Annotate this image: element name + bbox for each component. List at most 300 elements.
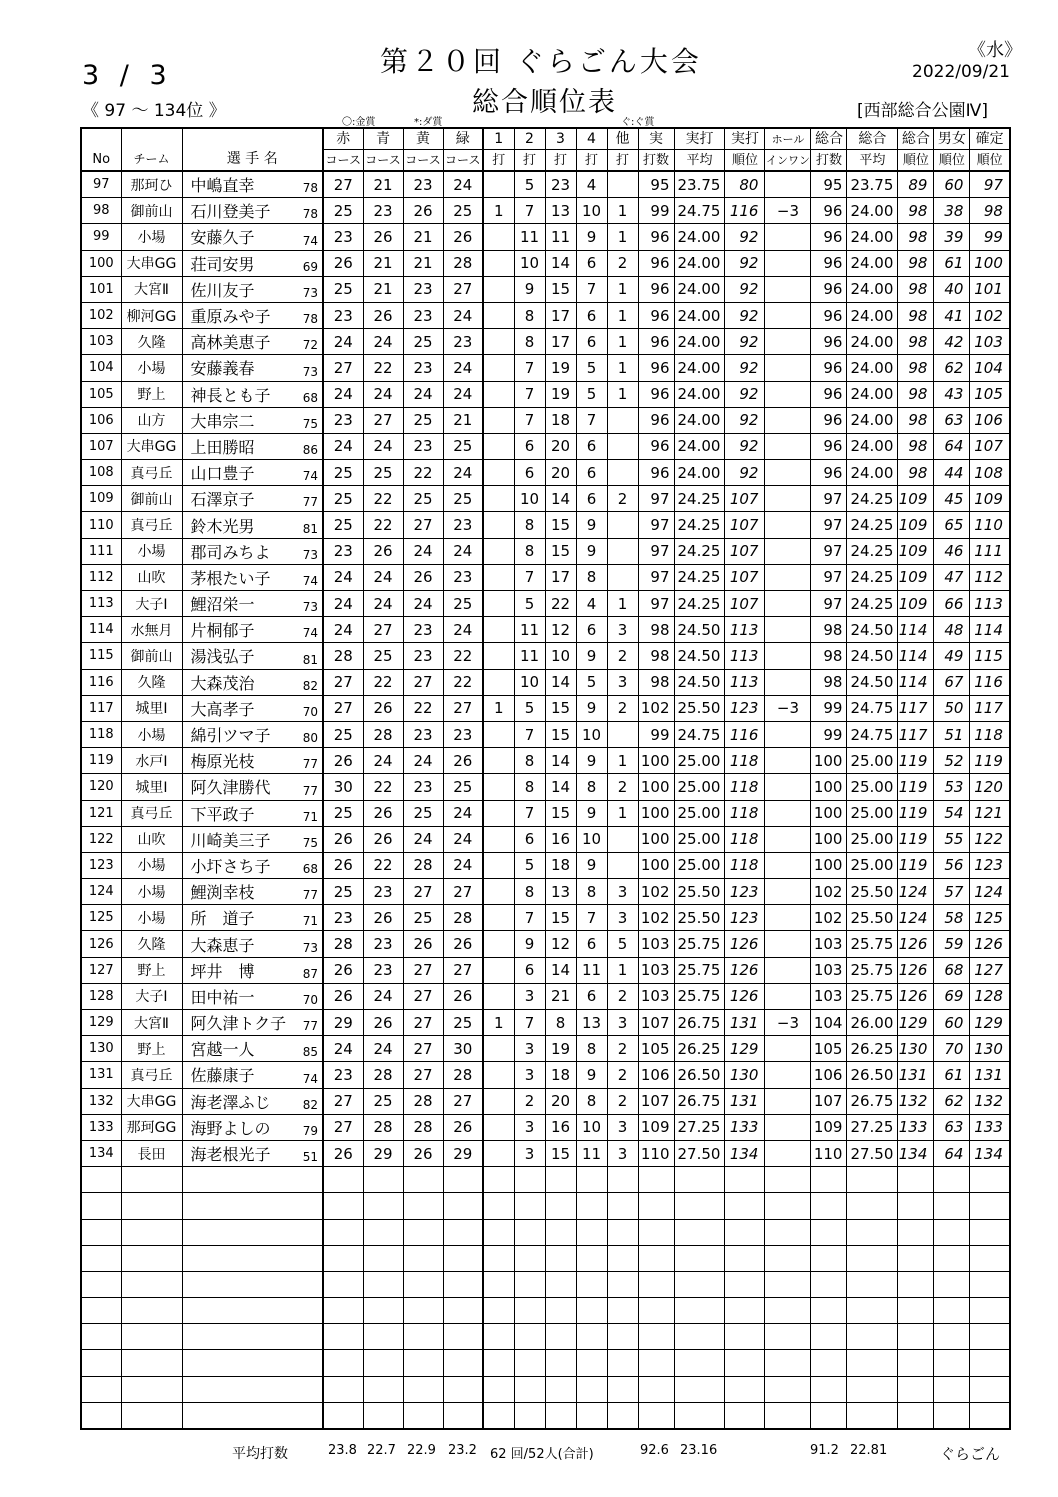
col-no: No xyxy=(81,150,121,172)
cell-hole-in-one xyxy=(765,407,811,433)
cell-other: 1 xyxy=(607,355,638,381)
table-row xyxy=(81,905,1010,931)
cell-h1 xyxy=(483,276,514,302)
cell-actual-rank: 123 xyxy=(725,695,765,721)
cell-actual-rank: 92 xyxy=(725,460,765,486)
cell-actual-rank: 133 xyxy=(725,1114,765,1140)
cell-final-rank xyxy=(970,1376,1010,1402)
cell-hole-in-one: −3 xyxy=(765,1010,811,1036)
cell-green xyxy=(443,1324,483,1350)
cell-green: 24 xyxy=(443,171,483,198)
cell-hole-in-one xyxy=(765,669,811,695)
cell-h3 xyxy=(545,1219,576,1245)
cell-rank-no xyxy=(81,1245,121,1271)
cell-team: 小場 xyxy=(121,538,182,564)
cell-h1 xyxy=(483,1376,514,1402)
cell-total-rank: 117 xyxy=(898,695,934,721)
cell-hole-in-one xyxy=(765,564,811,590)
table-row xyxy=(81,171,1010,198)
cell-red: 26 xyxy=(323,852,363,878)
cell-h4: 7 xyxy=(576,407,607,433)
cell-h3: 20 xyxy=(545,433,576,459)
cell-blue: 24 xyxy=(363,329,403,355)
cell-total-strokes: 99 xyxy=(811,721,847,747)
cell-final-rank xyxy=(970,1219,1010,1245)
cell-gender-rank: 50 xyxy=(934,695,970,721)
cell-total-rank xyxy=(898,1193,934,1219)
cell-rank-no: 105 xyxy=(81,381,121,407)
cell-h4: 9 xyxy=(576,538,607,564)
cell-green: 23 xyxy=(443,512,483,538)
cell-rank-no: 117 xyxy=(81,695,121,721)
cell-yellow xyxy=(403,1167,443,1193)
cell-total-rank: 109 xyxy=(898,538,934,564)
player-age: 78 xyxy=(302,207,318,222)
cell-h2: 2 xyxy=(514,1088,545,1114)
cell-actual-strokes: 110 xyxy=(638,1140,674,1166)
cell-team: 大子Ⅰ xyxy=(121,591,182,617)
cell-yellow: 28 xyxy=(403,852,443,878)
cell-final-rank: 117 xyxy=(970,695,1010,721)
cell-total-avg: 24.00 xyxy=(847,250,898,276)
cell-other xyxy=(607,826,638,852)
cell-h1 xyxy=(483,957,514,983)
cell-red: 23 xyxy=(323,407,363,433)
cell-green: 28 xyxy=(443,250,483,276)
cell-total-strokes: 98 xyxy=(811,643,847,669)
cell-h3: 18 xyxy=(545,1062,576,1088)
cell-rank-no: 107 xyxy=(81,433,121,459)
cell-total-avg: 25.00 xyxy=(847,800,898,826)
cell-total-avg xyxy=(847,1402,898,1429)
col-4: 4 xyxy=(576,128,607,150)
cell-h3: 14 xyxy=(545,669,576,695)
cell-actual-strokes: 96 xyxy=(638,381,674,407)
footer-avg-green: 23.2 xyxy=(448,1443,477,1458)
cell-h3: 14 xyxy=(545,748,576,774)
cell-total-rank: 126 xyxy=(898,931,934,957)
cell-actual-rank xyxy=(725,1193,765,1219)
cell-total-avg: 25.50 xyxy=(847,905,898,931)
cell-final-rank xyxy=(970,1324,1010,1350)
cell-total-avg: 24.25 xyxy=(847,538,898,564)
cell-green: 25 xyxy=(443,1010,483,1036)
cell-green: 24 xyxy=(443,302,483,328)
col-course: コース xyxy=(403,150,443,172)
cell-green: 27 xyxy=(443,1088,483,1114)
cell-hole-in-one xyxy=(765,1193,811,1219)
cell-blue: 21 xyxy=(363,250,403,276)
cell-rank-no: 130 xyxy=(81,1036,121,1062)
page-title: 第２０回 ぐらごん大会 xyxy=(380,45,702,78)
col-total-3: 総合 xyxy=(898,128,934,150)
cell-h2: 7 xyxy=(514,721,545,747)
cell-yellow: 27 xyxy=(403,879,443,905)
cell-team: 那珂ひ xyxy=(121,171,182,198)
cell-final-rank xyxy=(970,1193,1010,1219)
cell-gender-rank: 68 xyxy=(934,957,970,983)
table-row xyxy=(81,774,1010,800)
player-age: 81 xyxy=(302,652,318,667)
cell-green: 26 xyxy=(443,931,483,957)
footer-avg-red: 23.8 xyxy=(328,1443,357,1458)
cell-green: 21 xyxy=(443,407,483,433)
cell-actual-avg: 25.00 xyxy=(674,826,725,852)
cell-red: 27 xyxy=(323,695,363,721)
player-age: 78 xyxy=(302,312,318,327)
cell-h2: 8 xyxy=(514,774,545,800)
cell-total-strokes: 97 xyxy=(811,512,847,538)
cell-hole-in-one xyxy=(765,643,811,669)
cell-blue: 24 xyxy=(363,591,403,617)
ranking-table xyxy=(80,127,1011,1430)
cell-h2: 7 xyxy=(514,1010,545,1036)
col-team: チーム xyxy=(121,150,182,172)
cell-total-rank xyxy=(898,1271,934,1297)
cell-actual-strokes xyxy=(638,1402,674,1429)
cell-actual-avg: 25.00 xyxy=(674,774,725,800)
cell-actual-avg: 24.25 xyxy=(674,538,725,564)
cell-final-rank: 106 xyxy=(970,407,1010,433)
cell-rank-no: 115 xyxy=(81,643,121,669)
cell-h3: 19 xyxy=(545,381,576,407)
cell-player-name xyxy=(182,695,323,721)
cell-yellow: 23 xyxy=(403,433,443,459)
cell-h3: 15 xyxy=(545,800,576,826)
cell-rank-no: 129 xyxy=(81,1010,121,1036)
cell-hole-in-one xyxy=(765,381,811,407)
cell-h3: 13 xyxy=(545,879,576,905)
cell-h3: 14 xyxy=(545,957,576,983)
cell-gender-rank: 63 xyxy=(934,1114,970,1140)
cell-yellow: 22 xyxy=(403,695,443,721)
cell-actual-strokes: 98 xyxy=(638,643,674,669)
cell-total-avg: 25.00 xyxy=(847,774,898,800)
col-course: コース xyxy=(363,150,403,172)
cell-blue xyxy=(363,1219,403,1245)
cell-yellow: 23 xyxy=(403,276,443,302)
cell-actual-strokes xyxy=(638,1219,674,1245)
cell-h2: 9 xyxy=(514,276,545,302)
cell-player-name xyxy=(182,512,323,538)
cell-actual-rank: 92 xyxy=(725,433,765,459)
cell-team: 大串GG xyxy=(121,250,182,276)
cell-h2: 8 xyxy=(514,538,545,564)
cell-gender-rank: 62 xyxy=(934,355,970,381)
cell-total-avg: 27.25 xyxy=(847,1114,898,1140)
cell-total-strokes: 98 xyxy=(811,617,847,643)
cell-other: 2 xyxy=(607,250,638,276)
table-body xyxy=(81,171,1010,1429)
cell-h4: 6 xyxy=(576,486,607,512)
cell-h2: 5 xyxy=(514,171,545,198)
cell-blue: 28 xyxy=(363,1062,403,1088)
cell-gender-rank: 45 xyxy=(934,486,970,512)
cell-red: 25 xyxy=(323,486,363,512)
cell-hole-in-one xyxy=(765,512,811,538)
cell-hole-in-one xyxy=(765,276,811,302)
cell-actual-avg: 24.00 xyxy=(674,329,725,355)
cell-team: 久隆 xyxy=(121,931,182,957)
cell-blue: 22 xyxy=(363,486,403,512)
cell-red: 24 xyxy=(323,1036,363,1062)
cell-blue: 22 xyxy=(363,852,403,878)
cell-h3: 15 xyxy=(545,695,576,721)
cell-red: 26 xyxy=(323,250,363,276)
cell-total-avg: 24.00 xyxy=(847,276,898,302)
cell-actual-strokes xyxy=(638,1376,674,1402)
cell-total-strokes: 96 xyxy=(811,460,847,486)
cell-h4: 9 xyxy=(576,643,607,669)
cell-h3: 14 xyxy=(545,486,576,512)
cell-total-avg: 25.75 xyxy=(847,957,898,983)
cell-hole-in-one xyxy=(765,224,811,250)
cell-total-strokes: 109 xyxy=(811,1114,847,1140)
cell-actual-avg: 25.75 xyxy=(674,983,725,1009)
cell-h3: 17 xyxy=(545,564,576,590)
cell-actual-rank: 134 xyxy=(725,1140,765,1166)
cell-final-rank: 101 xyxy=(970,276,1010,302)
cell-rank-no: 131 xyxy=(81,1062,121,1088)
cell-h1 xyxy=(483,1062,514,1088)
cell-actual-rank: 131 xyxy=(725,1088,765,1114)
cell-rank-no xyxy=(81,1350,121,1376)
cell-actual-avg: 24.25 xyxy=(674,486,725,512)
cell-hole-in-one xyxy=(765,591,811,617)
cell-team: 大串GG xyxy=(121,1088,182,1114)
cell-actual-rank: 92 xyxy=(725,276,765,302)
cell-yellow: 23 xyxy=(403,774,443,800)
cell-yellow: 21 xyxy=(403,250,443,276)
col-stroke-count: 打数 xyxy=(638,150,674,172)
cell-total-rank: 119 xyxy=(898,852,934,878)
cell-h4: 7 xyxy=(576,905,607,931)
legend-gold: 〇:金賞 xyxy=(342,117,376,128)
cell-team xyxy=(121,1298,182,1324)
cell-player-name xyxy=(182,1140,323,1166)
player-age: 77 xyxy=(302,757,318,772)
cell-h3: 8 xyxy=(545,1010,576,1036)
table-row xyxy=(81,931,1010,957)
cell-yellow: 24 xyxy=(403,381,443,407)
cell-actual-rank: 123 xyxy=(725,905,765,931)
cell-h4: 5 xyxy=(576,355,607,381)
cell-h4 xyxy=(576,1193,607,1219)
cell-actual-avg: 27.50 xyxy=(674,1140,725,1166)
cell-actual-avg: 24.00 xyxy=(674,433,725,459)
weekday: 《水》 xyxy=(968,40,1022,61)
cell-total-avg xyxy=(847,1271,898,1297)
cell-team: 小場 xyxy=(121,905,182,931)
cell-h1 xyxy=(483,1324,514,1350)
cell-h1 xyxy=(483,879,514,905)
cell-yellow: 23 xyxy=(403,721,443,747)
cell-h1: 1 xyxy=(483,695,514,721)
cell-yellow xyxy=(403,1402,443,1429)
cell-h2: 6 xyxy=(514,826,545,852)
cell-actual-strokes: 96 xyxy=(638,433,674,459)
cell-actual-avg: 26.25 xyxy=(674,1036,725,1062)
cell-other: 1 xyxy=(607,329,638,355)
cell-h3 xyxy=(545,1350,576,1376)
cell-total-rank: 98 xyxy=(898,224,934,250)
cell-team: 大宮Ⅱ xyxy=(121,1010,182,1036)
cell-rank-no: 102 xyxy=(81,302,121,328)
cell-blue: 26 xyxy=(363,538,403,564)
cell-green xyxy=(443,1402,483,1429)
cell-total-rank: 109 xyxy=(898,591,934,617)
cell-h4: 8 xyxy=(576,1088,607,1114)
cell-total-rank: 133 xyxy=(898,1114,934,1140)
cell-yellow: 27 xyxy=(403,957,443,983)
cell-total-rank: 130 xyxy=(898,1036,934,1062)
cell-h4 xyxy=(576,1350,607,1376)
table-row xyxy=(81,1376,1010,1402)
cell-other: 1 xyxy=(607,198,638,224)
cell-green: 23 xyxy=(443,564,483,590)
cell-hole-in-one xyxy=(765,302,811,328)
cell-total-avg xyxy=(847,1350,898,1376)
cell-blue: 25 xyxy=(363,1088,403,1114)
cell-player-name xyxy=(182,1271,323,1297)
cell-actual-avg: 26.75 xyxy=(674,1010,725,1036)
cell-h3: 15 xyxy=(545,905,576,931)
cell-team: 御前山 xyxy=(121,198,182,224)
table-row xyxy=(81,1324,1010,1350)
cell-total-avg: 24.00 xyxy=(847,355,898,381)
cell-gender-rank: 61 xyxy=(934,1062,970,1088)
cell-red: 23 xyxy=(323,538,363,564)
cell-actual-avg: 24.25 xyxy=(674,512,725,538)
cell-actual-strokes: 100 xyxy=(638,852,674,878)
cell-total-avg xyxy=(847,1324,898,1350)
col-yellow: 黄 xyxy=(403,128,443,150)
cell-h2 xyxy=(514,1271,545,1297)
cell-h1 xyxy=(483,460,514,486)
cell-yellow: 27 xyxy=(403,669,443,695)
footer-label: 平均打数 xyxy=(232,1446,288,1462)
table-row xyxy=(81,1036,1010,1062)
player-age: 77 xyxy=(302,1019,318,1034)
cell-h4: 9 xyxy=(576,748,607,774)
cell-yellow: 23 xyxy=(403,355,443,381)
cell-red xyxy=(323,1271,363,1297)
cell-h2 xyxy=(514,1193,545,1219)
cell-yellow: 24 xyxy=(403,748,443,774)
cell-total-strokes xyxy=(811,1324,847,1350)
cell-h3: 15 xyxy=(545,721,576,747)
cell-team xyxy=(121,1324,182,1350)
cell-h2: 3 xyxy=(514,1140,545,1166)
cell-other xyxy=(607,1245,638,1271)
col-1: 1 xyxy=(483,128,514,150)
cell-other xyxy=(607,1376,638,1402)
cell-team: 小場 xyxy=(121,852,182,878)
cell-h4: 11 xyxy=(576,957,607,983)
cell-actual-strokes xyxy=(638,1298,674,1324)
cell-actual-strokes: 98 xyxy=(638,617,674,643)
cell-total-avg xyxy=(847,1298,898,1324)
cell-blue: 27 xyxy=(363,407,403,433)
cell-actual-rank xyxy=(725,1402,765,1429)
cell-red: 24 xyxy=(323,329,363,355)
cell-total-avg: 24.25 xyxy=(847,486,898,512)
player-age: 74 xyxy=(302,574,318,588)
cell-red: 27 xyxy=(323,1114,363,1140)
cell-red xyxy=(323,1402,363,1429)
cell-h2: 3 xyxy=(514,1036,545,1062)
cell-actual-strokes xyxy=(638,1193,674,1219)
cell-actual-strokes: 98 xyxy=(638,669,674,695)
cell-gender-rank: 70 xyxy=(934,1036,970,1062)
cell-blue xyxy=(363,1402,403,1429)
cell-yellow: 25 xyxy=(403,905,443,931)
cell-red xyxy=(323,1324,363,1350)
cell-total-strokes: 100 xyxy=(811,748,847,774)
cell-player-name xyxy=(182,1036,323,1062)
cell-rank-no: 122 xyxy=(81,826,121,852)
cell-actual-strokes xyxy=(638,1167,674,1193)
cell-player-name xyxy=(182,460,323,486)
cell-blue: 23 xyxy=(363,879,403,905)
table-row xyxy=(81,1167,1010,1193)
cell-player-name xyxy=(182,1298,323,1324)
cell-total-avg: 27.50 xyxy=(847,1140,898,1166)
cell-actual-rank: 80 xyxy=(725,171,765,198)
cell-hole-in-one xyxy=(765,774,811,800)
cell-h4: 9 xyxy=(576,512,607,538)
cell-h2: 8 xyxy=(514,748,545,774)
cell-actual-avg: 24.00 xyxy=(674,250,725,276)
cell-h2 xyxy=(514,1167,545,1193)
player-name-text: 片桐郁子 xyxy=(190,621,255,641)
cell-rank-no: 111 xyxy=(81,538,121,564)
cell-final-rank: 125 xyxy=(970,905,1010,931)
cell-team: 大子Ⅰ xyxy=(121,983,182,1009)
legend-gu: ぐ:ぐ賞 xyxy=(621,117,655,128)
cell-blue xyxy=(363,1167,403,1193)
player-name-text: 郡司みちよ xyxy=(190,542,271,562)
cell-green: 25 xyxy=(443,198,483,224)
cell-player-name xyxy=(182,905,323,931)
cell-h4: 10 xyxy=(576,1114,607,1140)
cell-actual-avg: 24.50 xyxy=(674,643,725,669)
player-name-text: 大森恵子 xyxy=(190,935,255,955)
col-rank: 順位 xyxy=(934,150,970,172)
cell-total-avg: 25.75 xyxy=(847,931,898,957)
player-name-text: 海老澤ふじ xyxy=(190,1092,271,1112)
cell-final-rank xyxy=(970,1298,1010,1324)
cell-hole-in-one xyxy=(765,1062,811,1088)
cell-red: 29 xyxy=(323,1010,363,1036)
cell-total-strokes: 96 xyxy=(811,198,847,224)
cell-h3 xyxy=(545,1298,576,1324)
cell-red: 27 xyxy=(323,669,363,695)
event-date: 2022/09/21 xyxy=(912,62,1010,82)
cell-gender-rank: 39 xyxy=(934,224,970,250)
cell-total-avg: 24.25 xyxy=(847,591,898,617)
cell-actual-avg: 24.00 xyxy=(674,224,725,250)
cell-other: 1 xyxy=(607,302,638,328)
cell-h4: 8 xyxy=(576,564,607,590)
table-row xyxy=(81,355,1010,381)
cell-blue: 28 xyxy=(363,1114,403,1140)
player-age: 74 xyxy=(302,626,318,641)
cell-other: 1 xyxy=(607,381,638,407)
cell-hole-in-one xyxy=(765,355,811,381)
cell-final-rank: 131 xyxy=(970,1062,1010,1088)
cell-rank-no xyxy=(81,1324,121,1350)
